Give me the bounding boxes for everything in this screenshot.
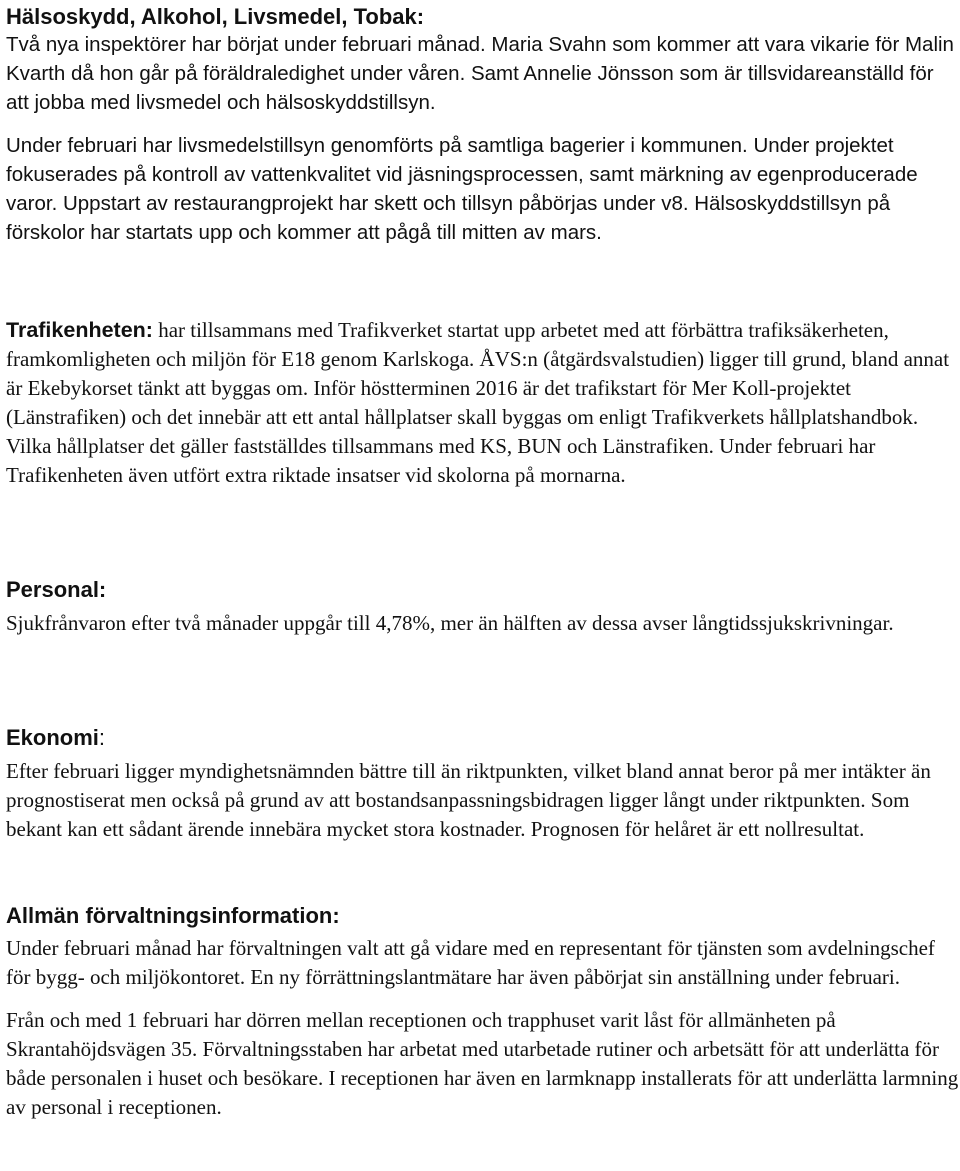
ekonomi-heading-colon: : <box>98 725 106 750</box>
paragraph-halsoskydd-tillsyn: Under februari har livsmedelstillsyn genomförts på samtliga bagerier i kommunen. Under projektet fokuserades på kontroll av vattenkvalitet vid jäsningsprocessen, samt märkning av egenproducerade varor. Uppstart av restaurangprojekt har skett och tillsyn påbörjas under v8. Hälsoskyddstillsyn på förskolor har startats upp och kommer att pågå till mitten av mars. <box>6 134 918 244</box>
paragraph-halsoskydd-intro: Två nya inspektörer har börjat under februari månad. Maria Svahn som kommer att vara vikarie för Malin Kvarth då hon går på föräldraledighet under våren. Samt Annelie Jönsson som är tillsvidareanställd för att jobba med livsmedel och hälsoskyddstillsyn. <box>6 33 954 114</box>
ekonomi-heading-text: Ekonomi <box>6 725 99 750</box>
section-heading-allman: Allmän förvaltningsinformation: <box>6 903 340 928</box>
trafikenheten-text: har tillsammans med Trafikverket startat upp arbetet med att förbättra trafiksäkerheten, framkomligheten och miljön för E18 genom Karlskoga. ÅVS:n (åtgärdsvalstudien) ligger till grund, bland annat är Ekebykorset tänkt att byggas om. Inför höstterminen 2016 är det trafikstart för Mer Koll-projektet (Länstrafiken) och det innebär att ett antal hållplatser skall byggas om enligt Trafikverkets hållplatshandbok. Vilka hållplatser det gäller fastställdes tillsammans med KS, BUN och Länstrafiken. Under februari har Trafikenheten även utfört extra riktade insatser vid skolorna på mornarna. <box>6 318 950 487</box>
paragraph-personal: Sjukfrånvaron efter två månader uppgår till 4,78%, mer än hälften av dessa avser långtidssjukskrivningar. <box>6 611 894 635</box>
section-trafikenheten <box>6 316 960 490</box>
section-heading-ekonomi <box>6 725 960 751</box>
section-personal <box>6 577 960 638</box>
section-heading-personal: Personal: <box>6 577 107 602</box>
section-heading-halsoskydd: Hälsoskydd, Alkohol, Livsmedel, Tobak: <box>6 4 425 29</box>
paragraph-ekonomi: Efter februari ligger myndighetsnämnden bättre till än riktpunkten, vilket bland annat beror på mer intäkter än prognostiserat men också på grund av att bostandsanpassningsbidragen ligger långt under riktpunkten. Som bekant kan ett sådant ärende innebära mycket stora kostnader. Prognosen för helåret är ett nollresultat. <box>6 759 931 841</box>
section-allman-forvaltningsinformation <box>6 903 960 1122</box>
section-halsoskydd <box>6 4 960 247</box>
section-heading-trafikenheten: Trafikenheten: <box>6 318 153 342</box>
section-ekonomi <box>6 725 960 844</box>
paragraph-trafikenheten <box>6 316 960 490</box>
paragraph-allman-1: Under februari månad har förvaltningen valt att gå vidare med en representant för tjänsten som avdelningschef för bygg- och miljökontoret. En ny förrättningslantmätare har även påbörjat sin anställning under februari. <box>6 936 935 989</box>
paragraph-allman-2: Från och med 1 februari har dörren mellan receptionen och trapphuset varit låst för allmänheten på Skrantahöjdsvägen 35. Förvaltningsstaben har arbetat med utarbetade rutiner och arbetsätt för att underlätta för både personalen i huset och besökare. I receptionen har även en larmknapp installerats för att underlätta larmning av personal i receptionen. <box>6 1008 959 1119</box>
